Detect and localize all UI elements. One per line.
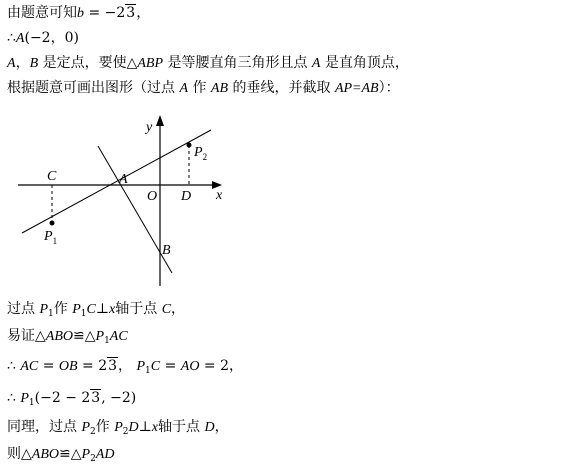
text: 过点 <box>7 301 40 317</box>
text: 是等腰直角三角形且点 <box>163 55 312 71</box>
text: 同理，过点 <box>7 419 82 435</box>
point-b: B <box>29 56 39 71</box>
text: 易证△ <box>7 328 46 344</box>
point-a: A <box>15 31 25 46</box>
segment-ao: AO <box>180 359 200 374</box>
segment-ac: AC <box>20 359 39 374</box>
text: ， <box>136 5 151 21</box>
point-p: P <box>81 420 91 435</box>
point-p: P <box>114 420 123 435</box>
point-a: A <box>311 56 321 71</box>
var-b: b <box>77 6 84 21</box>
text: = −2 <box>84 5 126 21</box>
text: (−2 − 2 <box>34 390 91 406</box>
points-ad: AD <box>95 447 115 462</box>
points-ac: AC <box>109 329 128 344</box>
sqrt-3: 3 <box>126 5 136 21</box>
label-y: y <box>146 120 153 135</box>
triangle-abp: ABP <box>137 56 163 71</box>
point-p2 <box>187 143 192 148</box>
point-a: A <box>7 56 16 71</box>
text: ， <box>118 358 137 374</box>
sqrt-3: 3 <box>91 390 101 406</box>
text: 的垂线，并截取 <box>228 80 335 96</box>
label-c: C <box>47 169 57 184</box>
point-p: P <box>39 302 49 317</box>
solution-line-6 <box>7 327 128 350</box>
subscript: 1 <box>48 309 54 319</box>
congruent-symbol: ≌△ <box>59 446 82 462</box>
sqrt-3: 3 <box>108 358 118 374</box>
subscript: 1 <box>145 366 151 376</box>
text: 作 <box>53 301 73 317</box>
point-d: D <box>128 420 139 435</box>
subscript: 1 <box>104 336 110 346</box>
text: 是定点，要使△ <box>38 55 138 71</box>
solution-line-5 <box>7 300 185 323</box>
congruent-symbol: ≌△ <box>73 328 96 344</box>
label-d: D <box>181 189 192 204</box>
triangle-abo: ABO <box>45 329 73 344</box>
text: 是直角顶点， <box>320 55 409 71</box>
therefore-symbol: ∴ <box>7 30 16 46</box>
text: 作 <box>95 419 115 435</box>
text: 由题意可知 <box>7 5 77 21</box>
label-b: B <box>162 243 171 258</box>
therefore-symbol: ∴ <box>7 390 21 406</box>
segment-ob: OB <box>58 359 78 374</box>
solution-line-9 <box>7 418 229 441</box>
point-p: P <box>81 447 91 462</box>
point-a: A <box>179 81 189 96</box>
text: = <box>160 358 181 374</box>
text: 轴于点 <box>158 419 205 435</box>
coordinates: (−2，0) <box>24 30 79 46</box>
label-p1: $P_1$ <box>44 229 58 246</box>
text: 根据题意可画出图形（过点 <box>7 80 180 96</box>
label-a: A <box>119 172 128 187</box>
point-c: C <box>150 359 161 374</box>
point-d: D <box>204 420 215 435</box>
point-p: P <box>20 391 29 406</box>
var-x: x <box>151 420 159 435</box>
perp-symbol: ⊥ <box>138 419 152 435</box>
label-p2: $P_2$ <box>194 145 208 162</box>
text: ， <box>171 301 186 317</box>
text: = 2， <box>199 358 243 374</box>
text: ， <box>15 55 30 71</box>
subscript: 2 <box>90 454 96 464</box>
text: 作 <box>188 80 211 96</box>
segment-ab: AB <box>210 81 229 96</box>
y-axis-arrow <box>156 115 164 126</box>
point-p: P <box>72 302 81 317</box>
therefore-symbol: ∴ <box>7 358 21 374</box>
var-x: x <box>109 302 116 317</box>
point-p: P <box>95 329 105 344</box>
label-o: O <box>147 189 158 204</box>
point-c: C <box>86 302 96 317</box>
triangle-abo: ABO <box>31 447 59 462</box>
text: 则△ <box>7 446 32 462</box>
text: = 2 <box>77 358 108 374</box>
subscript: 1 <box>28 398 35 408</box>
point-p: P <box>136 359 146 374</box>
subscript: 1 <box>80 309 87 319</box>
point-p1 <box>50 221 55 226</box>
solution-line-8 <box>7 389 136 412</box>
equation-ap-ab: AP=AB <box>334 81 379 96</box>
text: 轴于点 <box>115 301 162 317</box>
solution-line-7 <box>7 357 243 380</box>
perp-symbol: ⊥ <box>95 301 110 317</box>
text: ）： <box>378 80 400 96</box>
point-c: C <box>161 302 172 317</box>
text: = <box>38 358 59 374</box>
text: ， <box>214 419 229 435</box>
line-ab <box>98 146 172 273</box>
text: , −2) <box>101 390 137 406</box>
solution-line-10 <box>7 445 114 468</box>
subscript: 2 <box>90 427 96 437</box>
subscript: 2 <box>122 427 129 437</box>
label-x: x <box>216 188 223 203</box>
